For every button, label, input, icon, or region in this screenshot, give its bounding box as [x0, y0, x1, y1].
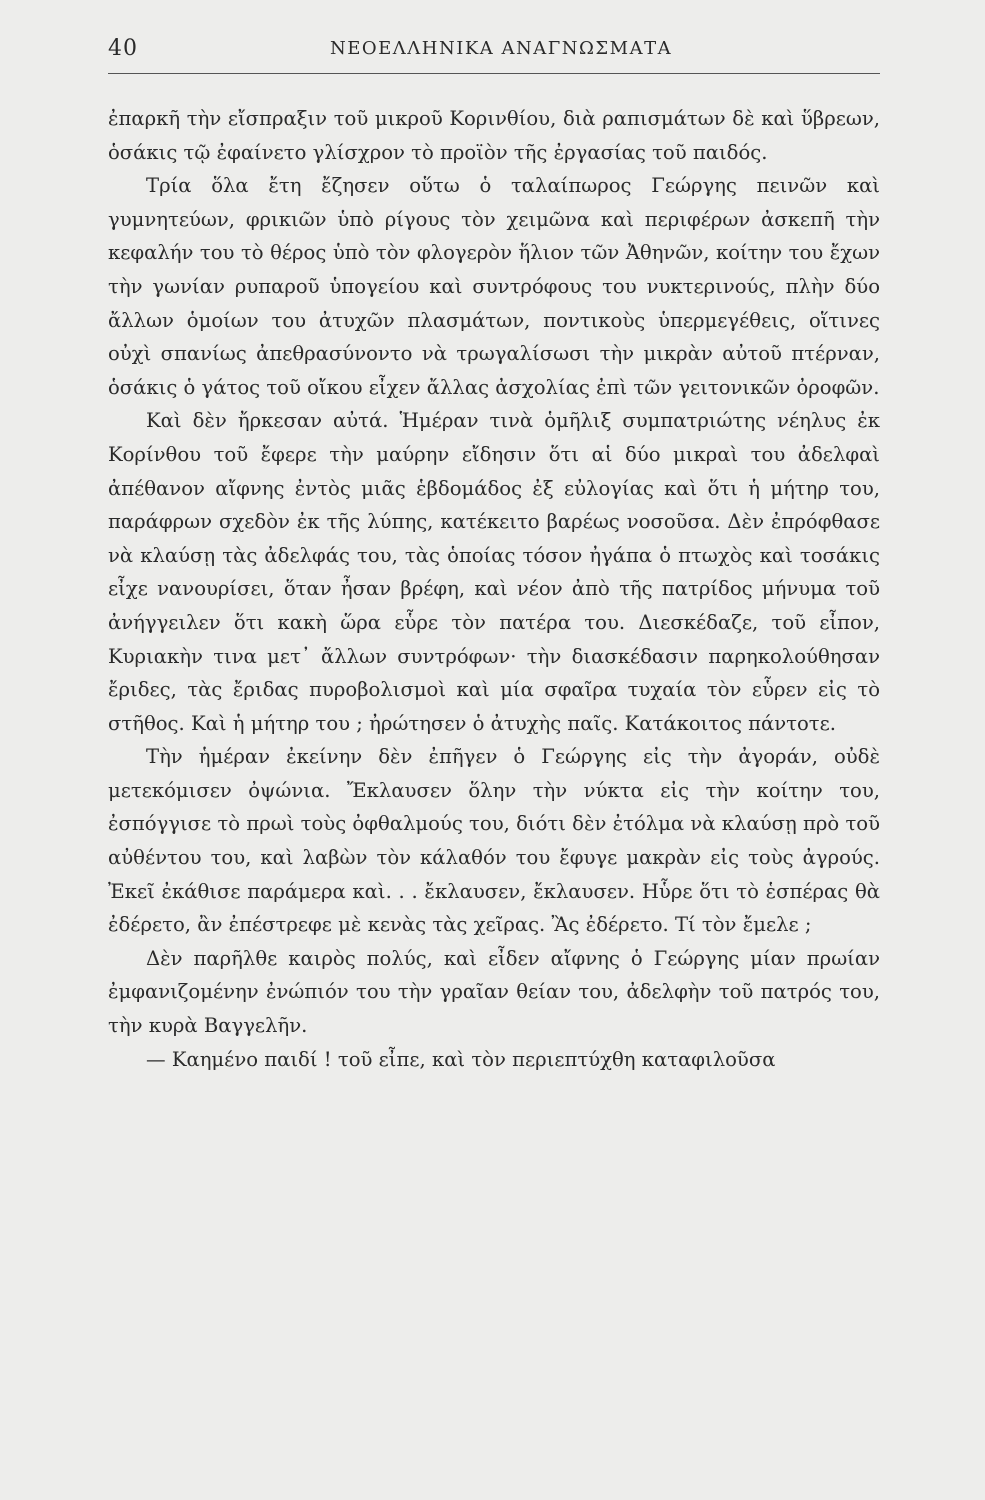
header-rule — [108, 73, 880, 74]
paragraph: Τρία ὅλα ἔτη ἔζησεν οὕτω ὁ ταλαίπωρος Γεώργης πεινῶν καὶ γυμνητεύων, φρικιῶν ὑπὸ ρίγους τὸν χειμῶνα καὶ περιφέρων ἀσκεπῆ τὴν κεφαλήν του τὸ θέρος ὑπὸ τὸν φλογερὸν ἥλιον τῶν Ἀθηνῶν, κοίτην του ἔχων τὴν γωνίαν ρυπαροῦ ὑπογείου καὶ συντρόφους του νυκτερινούς, πλὴν δύο ἄλλων ὁμοίων του ἀτυχῶν πλασμάτων, ποντικοὺς ὑπερμεγέθεις, οἵτινες οὐχὶ σπανίως ἀπεθρασύνοντο νὰ τρωγαλίσωσι τὴν μικρὰν αὐτοῦ πτέρναν, ὁσάκις ὁ γάτος τοῦ οἴκου εἶχεν ἄλλας ἀσχολίας ἐπὶ τῶν γειτονικῶν ὀροφῶν. — [108, 174, 880, 399]
page-header — [108, 36, 880, 66]
paragraph: Τὴν ἡμέραν ἐκείνην δὲν ἐπῆγεν ὁ Γεώργης εἰς τὴν ἀγοράν, οὐδὲ μετεκόμισεν ὀψώνια. Ἔκλαυσεν ὅλην τὴν νύκτα εἰς τὴν κοίτην του, ἐσπόγγισε τὸ πρωὶ τοὺς ὀφθαλμούς του, διότι δὲν ἐτόλμα νὰ κλαύσῃ πρὸ τοῦ αὐθέντου του, καὶ λαβὼν τὸν κάλαθόν του ἔφυγε μακρὰν εἰς τοὺς ἀγρούς. Ἐκεῖ ἐκάθισε παράμερα καὶ. . . ἔκλαυσεν, ἔκλαυσεν. Ηὗρε ὅτι τὸ ἑσπέρας θὰ ἐδέρετο, ἂν ἐπέστρεφε μὲ κενὰς τὰς χεῖρας. Ἂς ἐδέρετο. Τί τὸν ἔμελε ; — [108, 745, 880, 937]
paragraph: Δὲν παρῆλθε καιρὸς πολύς, καὶ εἶδεν αἴφνης ὁ Γεώργης μίαν πρωίαν ἐμφανιζομένην ἐνώπιόν του τὴν γραῖαν θείαν του, ἀδελφὴν τοῦ πατρός του, τὴν κυρὰ Βαγγελῆν. — [108, 946, 880, 1038]
paragraph: Καὶ δὲν ἤρκεσαν αὐτά. Ἡμέραν τινὰ ὁμῆλιξ συμπατριώτης νέηλυς ἐκ Κορίνθου τοῦ ἔφερε τὴν μαύρην εἴδησιν ὅτι αἱ δύο μικραὶ του ἀδελφαὶ ἀπέθανον αἴφνης ἐντὸς μιᾶς ἑβδομάδος ἐξ εὐλογίας καὶ ὅτι ἡ μήτηρ του, παράφρων σχεδὸν ἐκ τῆς λύπης, κατέκειτο βαρέως νοσοῦσα. Δὲν ἐπρόφθασε νὰ κλαύσῃ τὰς ἀδελφάς του, τὰς ὁποίας τόσον ἠγάπα ὁ πτωχὸς καὶ τοσάκις εἶχε νανουρίσει, ὅταν ἦσαν βρέφη, καὶ νέον ἀπὸ τῆς πατρίδος μήνυμα τοῦ ἀνήγγειλεν ὅτι κακὴ ὥρα εὗρε τὸν πατέρα του. Διεσκέδαζε, τοῦ εἶπον, Κυριακὴν τινα μετ᾽ ἄλλων συντρόφων· τὴν διασκέδασιν παρηκολούθησαν ἔριδες, τὰς ἔριδας πυροβολισμοὶ καὶ μία σφαῖρα τυχαία τὸν εὗρεν εἰς τὸ στῆθος. Καὶ ἡ μήτηρ του ; ἠρώτησεν ὁ ἀτυχὴς παῖς. Κατάκοιτος πάντοτε. — [108, 409, 880, 735]
body-text — [108, 102, 880, 1076]
page-number: 40 — [108, 36, 138, 61]
paragraph: — Καημένο παιδί ! τοῦ εἶπε, καὶ τὸν περιεπτύχθη καταφιλοῦσα — [146, 1047, 776, 1071]
paragraph: ἐπαρκῆ τὴν εἴσπραξιν τοῦ μικροῦ Κορινθίου, διὰ ραπισμάτων δὲ καὶ ὕβρεων, ὁσάκις τῷ ἐφαίνετο γλίσχρον τὸ προϊὸν τῆς ἐργασίας τοῦ παιδός. — [108, 107, 880, 164]
running-head: ΝΕΟΕΛΛΗΝΙΚΑ ΑΝΑΓΝΩΣΜΑΤΑ — [330, 38, 673, 59]
